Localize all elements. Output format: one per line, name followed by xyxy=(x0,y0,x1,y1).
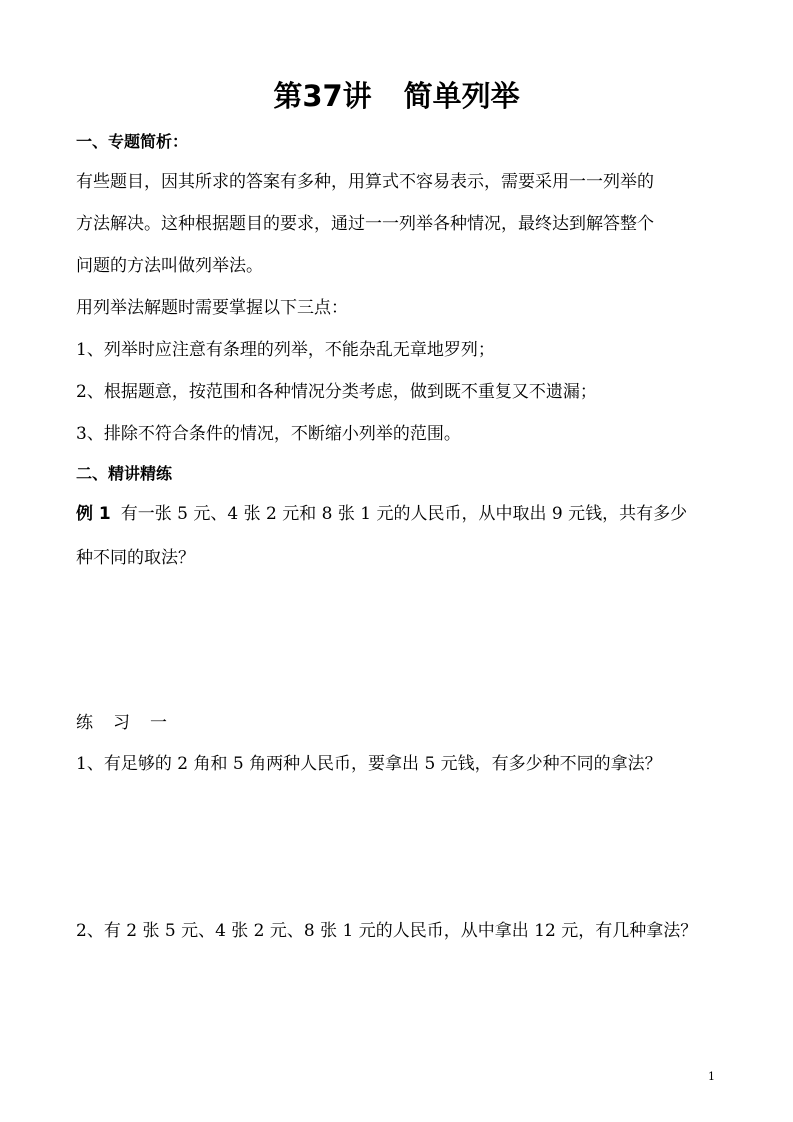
method-point-1: 1、列举时应注意有条理的列举，不能杂乱无章地罗列； xyxy=(76,340,495,360)
practice-question-2: 2、有 2 张 5 元、4 张 2 元、8 张 1 元的人民币，从中拿出 12 元，有几种拿法？ xyxy=(76,921,698,941)
intro-paragraph-line2: 方法解决。这种根据题目的要求，通过一一列举各种情况，最终达到解答整个 xyxy=(76,214,654,234)
practice-heading: 练习一 xyxy=(76,713,187,733)
intro-paragraph-line3: 问题的方法叫做列举法。 xyxy=(76,256,263,276)
method-point-2: 2、根据题意，按范围和各种情况分类考虑，做到既不重复又不遗漏； xyxy=(76,382,597,402)
example-label: 例 1 xyxy=(76,504,111,524)
page-number: 1 xyxy=(708,1070,715,1083)
intro-paragraph-line1: 有些题目，因其所求的答案有多种，用算式不容易表示，需要采用一一列举的 xyxy=(76,172,654,192)
example-text-line2: 种不同的取法？ xyxy=(76,548,195,568)
page-title xyxy=(0,78,793,114)
method-intro: 用列举法解题时需要掌握以下三点： xyxy=(76,298,348,318)
section2-heading: 二、精讲精练 xyxy=(76,464,173,483)
method-point-3: 3、排除不符合条件的情况，不断缩小列举的范围。 xyxy=(76,424,461,444)
lecture-number: 第37讲 xyxy=(273,79,372,113)
section1-heading: 一、专题简析： xyxy=(76,132,189,151)
example-text-line1: 有一张 5 元、4 张 2 元和 8 张 1 元的人民币，从中取出 9 元钱，共有多少 xyxy=(120,504,688,524)
example-1 xyxy=(76,503,726,525)
practice-question-1: 1、有足够的 2 角和 5 角两种人民币，要拿出 5 元钱，有多少种不同的拿法？ xyxy=(76,754,662,774)
lecture-topic: 简单列举 xyxy=(403,79,520,113)
